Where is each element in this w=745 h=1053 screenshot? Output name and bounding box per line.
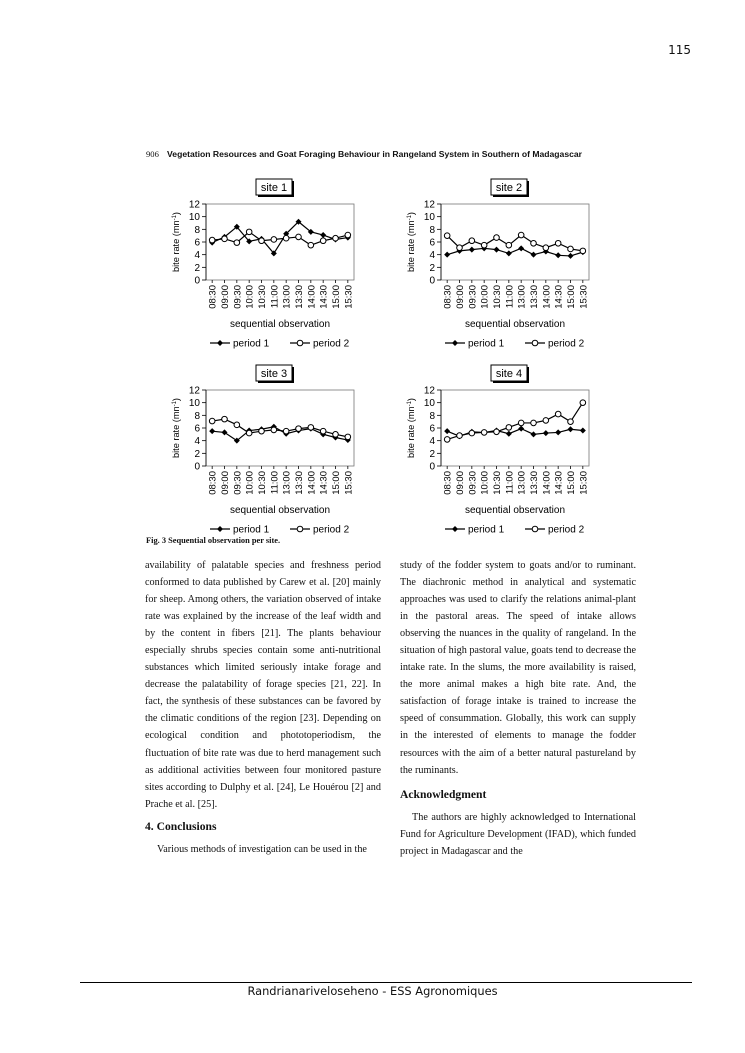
running-head-page: 906	[146, 149, 159, 159]
legend-label: period 2	[313, 524, 350, 536]
y-axis-label	[406, 212, 416, 272]
x-tick-label: 15:30	[343, 285, 355, 309]
data-point	[568, 246, 574, 252]
legend-item	[445, 525, 505, 536]
data-point	[580, 428, 586, 434]
legend	[445, 525, 585, 536]
data-point	[481, 242, 487, 248]
data-point	[452, 340, 458, 346]
chart-svg	[170, 175, 370, 355]
y-tick-label: 8	[429, 410, 435, 422]
x-tick-label: 14:30	[318, 285, 330, 309]
data-point	[555, 411, 561, 417]
running-head	[146, 149, 582, 159]
legend-label: period 1	[233, 338, 270, 350]
series-line	[447, 429, 583, 437]
y-axis-label	[171, 398, 181, 458]
data-point	[531, 420, 537, 426]
data-point	[333, 432, 339, 438]
y-tick-label: 0	[429, 461, 435, 473]
y-tick-label: 2	[429, 262, 435, 274]
y-tick-label: 10	[188, 212, 200, 224]
data-point	[209, 237, 215, 243]
x-tick-label: 15:30	[578, 471, 590, 495]
x-tick-label: 09:00	[455, 285, 466, 309]
y-axis-label-superscript: -1	[407, 401, 413, 407]
data-point	[246, 229, 252, 235]
data-point	[568, 419, 574, 425]
body-paragraph: The authors are highly acknowledged to International Fund for Agriculture Development (IFAD), which funded project in Madagascar and the	[400, 811, 636, 857]
figure-caption: Fig. 3 Sequential observation per site.	[146, 536, 281, 545]
legend-item	[210, 339, 270, 350]
site-label-text: site 3	[260, 368, 288, 380]
y-axis-label-close: )	[406, 398, 416, 402]
data-point	[457, 433, 463, 439]
y-axis-label-superscript: -1	[172, 401, 178, 407]
data-point	[297, 526, 303, 532]
x-tick-label: 08:30	[207, 471, 219, 495]
data-point	[297, 340, 303, 346]
series-line	[212, 427, 348, 441]
data-point	[506, 431, 512, 437]
data-point	[320, 232, 326, 238]
legend	[210, 525, 350, 536]
x-tick-label: 14:30	[318, 471, 330, 495]
y-axis-label-text: bite rate (mn	[406, 406, 416, 458]
body-column-right	[400, 557, 636, 860]
y-tick-label: 0	[194, 275, 200, 287]
y-tick-label: 8	[429, 224, 435, 236]
x-tick-label: 09:00	[220, 471, 231, 495]
data-point	[494, 247, 500, 253]
site-label-text: site 2	[495, 182, 523, 194]
x-tick-label: 15:30	[578, 285, 590, 309]
data-point	[444, 233, 450, 239]
data-point	[531, 252, 537, 258]
data-point	[283, 235, 289, 241]
x-tick-label: 08:30	[207, 285, 219, 309]
x-tick-label: 10:00	[479, 471, 491, 495]
y-tick-label: 6	[194, 423, 200, 435]
x-tick-label: 13:30	[294, 471, 305, 495]
data-point	[481, 430, 487, 436]
body-paragraph: Various methods of investigation can be used in the	[157, 843, 367, 855]
x-axis-label: sequential observation	[229, 319, 331, 330]
data-point	[469, 430, 475, 436]
data-point	[518, 232, 524, 238]
x-tick-label: 08:30	[442, 285, 454, 309]
data-point	[209, 428, 215, 434]
data-point	[259, 428, 265, 434]
legend-item	[525, 525, 585, 536]
x-tick-label: 09:30	[232, 285, 244, 309]
x-tick-label: 09:00	[220, 285, 231, 309]
data-point	[296, 426, 302, 432]
data-point	[444, 428, 450, 434]
x-tick-label: 14:30	[553, 285, 565, 309]
x-tick-label: 10:30	[257, 471, 268, 495]
x-tick-label: 10:30	[257, 285, 268, 309]
body-column-left	[145, 557, 381, 858]
section-heading-acknowledgment: Acknowledgment	[400, 787, 487, 801]
x-tick-label: 13:00	[281, 285, 293, 309]
data-point	[506, 425, 512, 431]
chart-site-1	[170, 175, 370, 360]
series-1	[209, 219, 351, 257]
data-point	[506, 250, 512, 256]
data-point	[531, 240, 537, 246]
x-tick-label: 15:00	[331, 471, 342, 495]
x-tick-label: 15:00	[566, 285, 577, 309]
data-point	[469, 247, 475, 253]
legend	[445, 339, 585, 350]
section-heading-conclusions: 4. Conclusions	[145, 819, 217, 833]
y-tick-label: 12	[188, 385, 200, 397]
data-point	[296, 234, 302, 240]
x-tick-label: 11:00	[269, 471, 281, 495]
x-tick-label: 11:00	[504, 285, 516, 309]
chart-site-4	[405, 361, 605, 546]
x-tick-label: 13:00	[281, 471, 293, 495]
x-tick-label: 15:00	[566, 471, 577, 495]
data-point	[543, 245, 549, 251]
y-axis-label	[406, 398, 416, 458]
plot-area	[441, 390, 589, 466]
x-tick-label: 13:00	[516, 471, 528, 495]
legend-item	[290, 525, 350, 536]
y-tick-label: 2	[194, 262, 200, 274]
legend-label: period 2	[548, 524, 585, 536]
x-tick-label: 08:30	[442, 471, 454, 495]
site-label-text: site 4	[495, 368, 523, 380]
data-point	[308, 242, 314, 248]
y-tick-label: 4	[194, 436, 200, 448]
chart-site-3	[170, 361, 370, 546]
y-axis-label-close: )	[171, 398, 181, 402]
data-point	[452, 526, 458, 532]
series-line	[212, 222, 348, 254]
x-tick-label: 10:00	[244, 471, 256, 495]
y-axis-label-close: )	[171, 212, 181, 216]
site-label	[256, 179, 294, 197]
x-tick-label: 14:00	[541, 471, 553, 495]
series-1	[444, 245, 586, 259]
data-point	[580, 248, 586, 254]
y-axis-label-text: bite rate (mn	[171, 220, 181, 272]
data-point	[555, 429, 561, 435]
data-point	[271, 237, 277, 243]
data-point	[531, 431, 537, 437]
y-axis-label	[171, 212, 181, 272]
data-point	[246, 430, 252, 436]
series-line	[447, 248, 583, 256]
chart-site-2	[405, 175, 605, 360]
plot-area	[206, 204, 354, 280]
site-label	[491, 179, 529, 197]
x-tick-label: 14:30	[553, 471, 565, 495]
x-tick-label: 09:30	[467, 285, 479, 309]
y-axis-label-close: )	[406, 212, 416, 216]
data-point	[555, 252, 561, 258]
data-point	[345, 434, 351, 440]
data-point	[518, 245, 524, 251]
x-tick-label: 11:00	[504, 471, 516, 495]
site-label-text: site 1	[260, 182, 288, 194]
data-point	[217, 340, 223, 346]
x-tick-label: 09:00	[455, 471, 466, 495]
series-1	[209, 424, 351, 444]
legend-label: period 1	[468, 524, 505, 536]
y-tick-label: 0	[194, 461, 200, 473]
x-tick-label: 13:30	[294, 285, 305, 309]
data-point	[469, 238, 475, 244]
y-tick-label: 2	[194, 448, 200, 460]
data-point	[271, 427, 277, 433]
data-point	[320, 238, 326, 244]
legend-item	[445, 339, 505, 350]
data-point	[209, 418, 215, 424]
y-tick-label: 2	[429, 448, 435, 460]
legend-label: period 2	[548, 338, 585, 350]
plot-area	[441, 204, 589, 280]
data-point	[568, 426, 574, 432]
data-point	[217, 526, 223, 532]
data-point	[506, 242, 512, 248]
x-tick-label: 10:00	[244, 285, 256, 309]
data-point	[320, 428, 326, 434]
y-tick-label: 12	[423, 199, 435, 211]
x-tick-label: 15:00	[331, 285, 342, 309]
legend-item	[290, 339, 350, 350]
x-tick-label: 09:30	[467, 471, 479, 495]
y-axis-label-text: bite rate (mn	[406, 220, 416, 272]
data-point	[222, 236, 228, 242]
data-point	[259, 238, 265, 244]
data-point	[333, 235, 339, 241]
data-point	[494, 429, 500, 435]
y-tick-label: 10	[188, 398, 200, 410]
x-tick-label: 10:30	[492, 285, 503, 309]
footer-text: Randrianariveloseheno - ESS Agronomiques	[247, 984, 498, 998]
y-axis-label-text: bite rate (mn	[171, 406, 181, 458]
data-point	[345, 232, 351, 238]
x-tick-label: 10:30	[492, 471, 503, 495]
x-axis-label: sequential observation	[464, 505, 566, 516]
footer-rule	[80, 982, 692, 983]
data-point	[543, 418, 549, 424]
x-tick-label: 10:00	[479, 285, 491, 309]
legend-item	[210, 525, 270, 536]
data-point	[543, 430, 549, 436]
legend-item	[525, 339, 585, 350]
data-point	[518, 426, 524, 432]
running-head-title: Vegetation Resources and Goat Foraging Behaviour in Rangeland System in Southern of Madagascar	[167, 149, 583, 159]
site-label	[491, 365, 529, 383]
x-tick-label: 11:00	[269, 285, 281, 309]
y-tick-label: 0	[429, 275, 435, 287]
legend-label: period 1	[233, 524, 270, 536]
x-tick-label: 14:00	[541, 285, 553, 309]
data-point	[222, 416, 228, 422]
y-tick-label: 4	[429, 436, 435, 448]
data-point	[234, 422, 240, 428]
chart-svg	[405, 175, 605, 355]
data-point	[555, 240, 561, 246]
x-tick-label: 13:00	[516, 285, 528, 309]
x-tick-label: 14:00	[306, 285, 318, 309]
data-point	[457, 245, 463, 251]
legend	[210, 339, 350, 350]
data-point	[532, 526, 538, 532]
y-tick-label: 8	[194, 224, 200, 236]
x-tick-label: 13:30	[529, 285, 540, 309]
series-line	[447, 235, 583, 251]
data-point	[518, 420, 524, 426]
series-line	[212, 419, 348, 437]
series-2	[444, 400, 585, 442]
y-tick-label: 10	[423, 398, 435, 410]
data-point	[444, 252, 450, 258]
series-1	[444, 426, 586, 440]
data-point	[494, 235, 500, 241]
chart-svg	[405, 361, 605, 541]
data-point	[234, 240, 240, 246]
x-tick-label: 15:30	[343, 471, 355, 495]
x-axis-label: sequential observation	[229, 505, 331, 516]
data-point	[580, 400, 586, 406]
y-tick-label: 4	[429, 250, 435, 262]
legend-label: period 2	[313, 338, 350, 350]
chart-svg	[170, 361, 370, 541]
plot-area	[206, 390, 354, 466]
x-axis-label: sequential observation	[464, 319, 566, 330]
y-tick-label: 12	[423, 385, 435, 397]
data-point	[444, 437, 450, 443]
site-label	[256, 365, 294, 383]
data-point	[283, 428, 289, 434]
data-point	[532, 340, 538, 346]
x-tick-label: 13:30	[529, 471, 540, 495]
data-point	[568, 253, 574, 259]
y-tick-label: 6	[429, 237, 435, 249]
body-paragraph: availability of palatable species and freshness period conformed to data published by Carew et al. [20] mainly for sheep. Among others, the variation observed of intake rate was explained by the increase of the leaf width and by the content in fibers [21]. The plants behaviour especially shrubs species contain some anti-nutritional substances which limited seriously intake forage and decrease the palatability of forage species [21, 22]. In fact, the synthesis of these substances can be favored by the climatic conditions of the region [23]. Depending on ecological condition and phototoperiodism, the fluctuation of bite rate was due to herd management such as additional activities between four monitored pasture sites according to Dulphy et al. [24], Le Houérou [2] and Prache et al. [25].	[145, 560, 381, 810]
y-tick-label: 4	[194, 250, 200, 262]
y-axis-label-superscript: -1	[407, 215, 413, 221]
x-tick-label: 14:00	[306, 471, 318, 495]
y-tick-label: 6	[429, 423, 435, 435]
series-line	[447, 403, 583, 440]
x-tick-label: 09:30	[232, 471, 244, 495]
body-paragraph: study of the fodder system to goats and/or to ruminant. The diachronic method in analytical and systematic approaches was used to clarify the relations animal-plant in the pastoral areas. The speed of intake allows observing the nuances in the quality of rangeland. In the situation of high pastoral value, goats tend to decrease the intake rate. In the slums, the more availability is raised, the more animal makes a high bite rate. And, the satisfaction of forage intake is trained to increase the speed of consummation. Globally, this work can supply in the interested of elements to manage the fodder resources with the aim of a better natural pastureland by the ruminants.	[400, 560, 636, 776]
y-tick-label: 12	[188, 199, 200, 211]
y-tick-label: 10	[423, 212, 435, 224]
y-tick-label: 8	[194, 410, 200, 422]
data-point	[308, 425, 314, 431]
page-number: 115	[668, 43, 691, 57]
y-tick-label: 6	[194, 237, 200, 249]
legend-label: period 1	[468, 338, 505, 350]
y-axis-label-superscript: -1	[172, 215, 178, 221]
